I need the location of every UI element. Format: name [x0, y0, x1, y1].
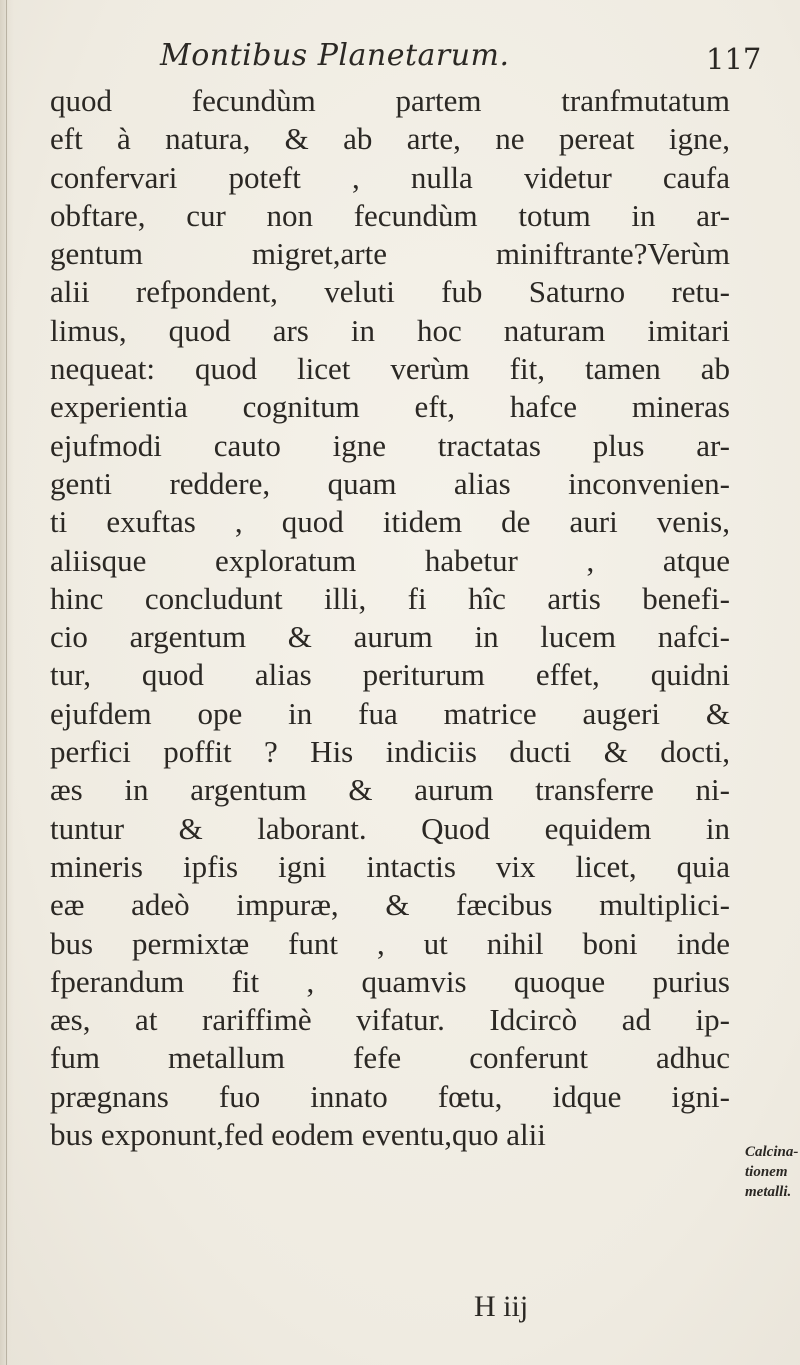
- text-line: tuntur & laborant. Quod equidem in: [50, 810, 730, 846]
- binding-line: [6, 0, 7, 1365]
- page-number: 117: [706, 42, 762, 76]
- text-line: prægnans fuo innato fœtu, idque igni-: [50, 1078, 730, 1114]
- text-line: limus, quod ars in hoc naturam imitari: [50, 312, 730, 348]
- text-line: alii refpondent, veluti fub Saturno retu-: [50, 274, 730, 310]
- text-line: fum metallum fefe conferunt adhuc: [50, 1040, 730, 1076]
- text-line: genti reddere, quam alias inconvenien-: [50, 465, 730, 501]
- text-line: tur, quod alias periturum effet, quidni: [50, 657, 730, 693]
- text-line: quod fecundùm partem tranfmutatum: [50, 83, 730, 118]
- text-line: confervari poteft , nulla videtur caufa: [50, 159, 730, 195]
- text-line: cio argentum & aurum in lucem nafci-: [50, 619, 730, 655]
- text-line: experientia cognitum eft, hafce mineras: [50, 389, 730, 425]
- text-line: æs in argentum & aurum transferre ni-: [50, 772, 730, 808]
- text-line: gentum migret,arte miniftrante?Verùm: [50, 236, 730, 272]
- text-line: æs, at rariffimè vifatur. Idcircò ad ip-: [50, 1002, 730, 1038]
- text-line: eft à natura, & ab arte, ne pereat igne,: [50, 121, 730, 157]
- marginal-note-line: Calcina-: [745, 1144, 799, 1160]
- marginal-note-line: tionem: [745, 1164, 788, 1180]
- text-line: obftare, cur non fecundùm totum in ar-: [50, 197, 730, 233]
- text-line: bus exponunt,fed eodem eventu,quo alii: [50, 1117, 546, 1153]
- text-line: bus permixtæ funt , ut nihil boni inde: [50, 925, 730, 961]
- text-line: ti exuftas , quod itidem de auri venis,: [50, 504, 730, 540]
- text-line: hinc concludunt illi, fi hîc artis benefi-: [50, 580, 730, 616]
- text-line: ejufdem ope in fua matrice augeri &: [50, 695, 730, 731]
- text-line: eæ adeò impuræ, & fæcibus multiplici-: [50, 887, 730, 923]
- text-line: mineris ipfis igni intactis vix licet, quia: [50, 848, 730, 884]
- page-binding-edge: [0, 0, 14, 1365]
- text-line: aliisque exploratum habetur , atque: [50, 542, 730, 578]
- text-line: ejufmodi cauto igne tractatas plus ar-: [50, 427, 730, 463]
- marginal-note: [745, 1142, 800, 1202]
- text-line: nequeat: quod licet verùm fit, tamen ab: [50, 351, 730, 387]
- body-text: [50, 82, 750, 1154]
- text-line: perfici poffit ? His indiciis ducti & docti,: [50, 734, 730, 770]
- marginal-note-line: metalli.: [745, 1184, 792, 1200]
- running-title: Montibus Planetarum.: [160, 38, 510, 73]
- text-line: fperandum fit , quamvis quoque purius: [50, 963, 730, 999]
- signature-mark: H iij: [474, 1290, 529, 1323]
